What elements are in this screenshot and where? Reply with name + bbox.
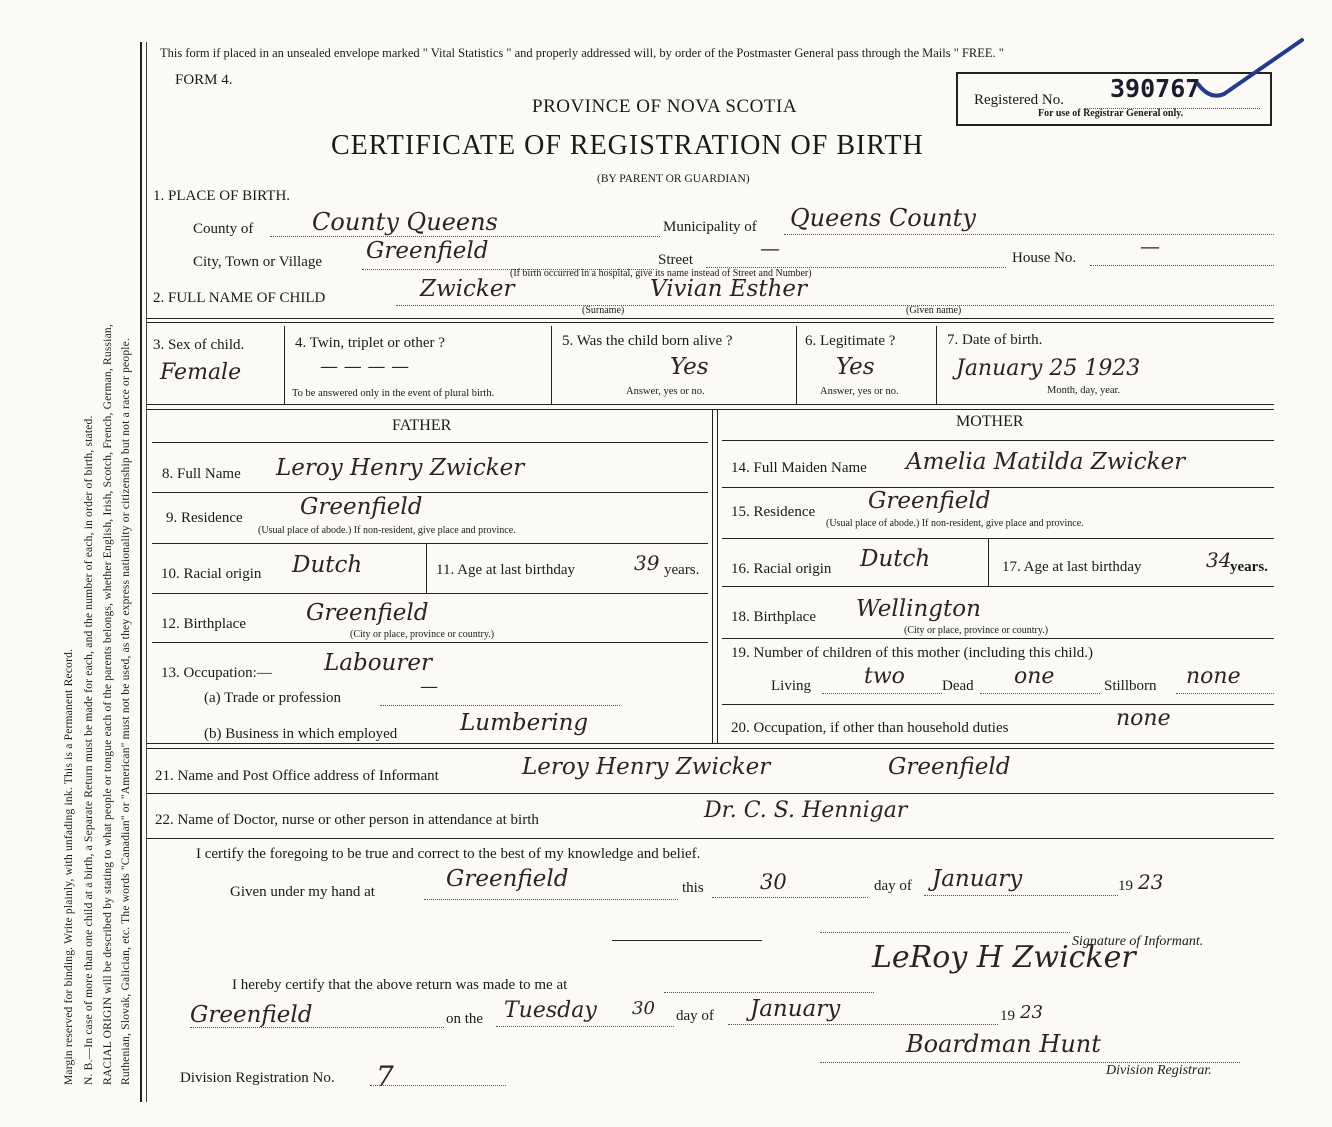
certify-text: I certify the foregoing to be true and correct to the best of my knowledge and belief. xyxy=(196,846,701,862)
sex-label: 3. Sex of child. xyxy=(153,337,245,353)
trade-label: (a) Trade or profession xyxy=(204,690,342,706)
mother-age-value: 34 xyxy=(1206,548,1232,572)
father-age-label: 11. Age at last birthday xyxy=(436,562,575,578)
father-occupation-value: Labourer xyxy=(324,650,432,676)
margin-note-4: Ruthenian, Slovak, Galician, etc. The words "Canadian" or "American" must not be used, as they express nationality or citizenship but not a race or people. xyxy=(120,337,132,1085)
mother-racial-value: Dutch xyxy=(860,546,931,572)
alive-note: Answer, yes or no. xyxy=(626,386,705,397)
division-registration-value: 7 xyxy=(376,1060,394,1093)
registrar-year-prefix: 19 xyxy=(1000,1008,1015,1024)
twin-value: — — — — xyxy=(320,356,410,377)
province-heading: PROVINCE OF NOVA SCOTIA xyxy=(532,96,798,117)
mother-birthplace-label: 18. Birthplace xyxy=(731,609,816,625)
child-name-label: 2. FULL NAME OF CHILD xyxy=(153,290,326,306)
certify-month-value: January xyxy=(932,866,1023,892)
mother-residence-value: Greenfield xyxy=(868,488,991,514)
mother-residence-note: (Usual place of abode.) If non-resident, give place and province. xyxy=(826,518,1084,529)
children-label: 19. Number of children of this mother (including this child.) xyxy=(731,645,1094,661)
rule xyxy=(147,318,1274,319)
certify-year-prefix: 19 xyxy=(1118,878,1133,894)
certify-day-value: 30 xyxy=(760,870,787,894)
city-label: City, Town or Village xyxy=(193,254,323,270)
surname-note: (Surname) xyxy=(582,305,625,316)
business-label: (b) Business in which employed xyxy=(204,726,398,742)
mother-age-years: years. xyxy=(1230,559,1268,575)
division-registrar-label: Division Registrar. xyxy=(1106,1063,1212,1078)
street-label: Street xyxy=(658,252,693,268)
registrar-month-value: January xyxy=(750,996,841,1022)
sex-value: Female xyxy=(160,360,242,385)
margin-note-2: N. B.—In case of more than one child at a birth, a Separate Return must be made for each, and the number of each, in order of birth, stated. xyxy=(83,415,95,1085)
living-value: two xyxy=(864,664,905,689)
father-residence-value: Greenfield xyxy=(300,494,423,520)
registrar-year-value: 23 xyxy=(1020,1002,1043,1023)
father-name-value: Leroy Henry Zwicker xyxy=(276,455,525,481)
binding-margin-line-inner xyxy=(146,42,147,1102)
city-value: Greenfield xyxy=(366,238,489,264)
municipality-value: Queens County xyxy=(790,204,976,232)
given-name-note: (Given name) xyxy=(906,305,962,316)
house-value: — xyxy=(1140,234,1160,258)
registered-label: Registered No. xyxy=(974,92,1064,108)
margin-note-3: RACIAL ORIGIN will be described by stating to what people or tongue each of the parents belongs, whether English, Irish, Scotch, French, German, Russian, xyxy=(102,324,114,1085)
mother-occupation-value: none xyxy=(1116,706,1171,731)
father-birthplace-value: Greenfield xyxy=(306,600,429,626)
registered-number: 390767 xyxy=(1110,74,1201,103)
margin-note-1: Margin reserved for binding. Write plainly, with unfading ink. This is a Permanent Record. xyxy=(63,648,75,1085)
given-place-value: Greenfield xyxy=(446,866,569,892)
dob-value: January 25 1923 xyxy=(956,356,1141,381)
street-value: — xyxy=(760,236,780,260)
father-birthplace-note: (City or place, province or country.) xyxy=(350,629,495,640)
mother-birthplace-value: Wellington xyxy=(856,596,981,622)
mother-heading: MOTHER xyxy=(956,413,1024,430)
informant-signature: LeRoy H Zwicker xyxy=(872,940,1136,975)
twin-label: 4. Twin, triplet or other ? xyxy=(295,335,445,351)
form-number: FORM 4. xyxy=(175,72,233,88)
doctor-name: Dr. C. S. Hennigar xyxy=(704,798,908,823)
postal-note: This form if placed in an unsealed envelope marked " Vital Statistics " and properly addressed will, by order of the Postmaster General pass through the Mails " FREE. " xyxy=(160,46,1004,60)
father-name-label: 8. Full Name xyxy=(162,466,241,482)
given-under-hand-label: Given under my hand at xyxy=(230,884,375,900)
registrar-certify-text: I hereby certify that the above return was made to me at xyxy=(232,977,568,993)
father-racial-value: Dutch xyxy=(292,552,363,578)
registrar-place-value: Greenfield xyxy=(190,1002,313,1028)
doctor-label: 22. Name of Doctor, nurse or other person in attendance at birth xyxy=(155,812,539,828)
mother-residence-label: 15. Residence xyxy=(731,504,816,520)
house-label: House No. xyxy=(1012,250,1077,266)
legitimate-note: Answer, yes or no. xyxy=(820,386,899,397)
father-age-years: years. xyxy=(664,562,700,578)
father-residence-note: (Usual place of abode.) If non-resident, give place and province. xyxy=(258,525,516,536)
informant-label: 21. Name and Post Office address of Informant xyxy=(155,768,439,784)
mother-name-value: Amelia Matilda Zwicker xyxy=(906,449,1186,475)
county-label: County of xyxy=(193,221,254,237)
informant-signature-label: Signature of Informant. xyxy=(1072,934,1204,949)
place-of-birth-label: 1. PLACE OF BIRTH. xyxy=(153,188,291,204)
father-racial-label: 10. Racial origin xyxy=(161,566,262,582)
father-residence-label: 9. Residence xyxy=(166,510,243,526)
check-mark-icon xyxy=(1190,36,1310,106)
alive-label: 5. Was the child born alive ? xyxy=(562,333,733,349)
hospital-note: (If birth occurred in a hospital, give its name instead of Street and Number) xyxy=(510,268,812,279)
certificate-title: CERTIFICATE OF REGISTRATION OF BIRTH xyxy=(331,130,924,161)
alive-value: Yes xyxy=(670,354,709,380)
mother-age-label: 17. Age at last birthday xyxy=(1002,559,1142,575)
living-label: Living xyxy=(771,678,811,694)
dead-label: Dead xyxy=(942,678,974,694)
twin-note: To be answered only in the event of plural birth. xyxy=(292,388,495,399)
division-registration-label: Division Registration No. xyxy=(180,1070,335,1086)
father-age-value: 39 xyxy=(634,551,660,575)
father-occupation-label: 13. Occupation:— xyxy=(161,665,272,681)
mother-birthplace-note: (City or place, province or country.) xyxy=(904,625,1049,636)
registrar-signature: Boardman Hunt xyxy=(906,1030,1101,1058)
certify-day-of-label: day of xyxy=(874,878,912,894)
binding-margin-line xyxy=(140,42,142,1102)
county-value: County Queens xyxy=(312,208,498,236)
informant-address: Greenfield xyxy=(888,754,1011,780)
registrar-general-note: For use of Registrar General only. xyxy=(1038,108,1184,119)
mother-name-label: 14. Full Maiden Name xyxy=(731,460,867,476)
stillborn-label: Stillborn xyxy=(1104,678,1157,694)
mother-occupation-label: 20. Occupation, if other than household duties xyxy=(731,720,1009,736)
registrar-day-value: 30 xyxy=(632,998,655,1019)
stillborn-value: none xyxy=(1186,664,1241,689)
registrar-weekday-value: Tuesday xyxy=(504,998,597,1023)
certify-year-value: 23 xyxy=(1138,870,1164,894)
child-given-name: Vivian Esther xyxy=(650,276,808,302)
father-birthplace-label: 12. Birthplace xyxy=(161,616,246,632)
informant-name: Leroy Henry Zwicker xyxy=(522,754,771,780)
certificate-subtitle: (BY PARENT OR GUARDIAN) xyxy=(597,173,750,185)
dead-value: one xyxy=(1014,664,1055,689)
registrar-day-of-label: day of xyxy=(676,1008,714,1024)
dob-note: Month, day, year. xyxy=(1047,385,1121,396)
municipality-label: Municipality of xyxy=(663,219,757,235)
legitimate-value: Yes xyxy=(836,354,875,380)
father-heading: FATHER xyxy=(392,417,452,434)
certify-this-label: this xyxy=(682,880,704,896)
legitimate-label: 6. Legitimate ? xyxy=(805,333,896,349)
mother-racial-label: 16. Racial origin xyxy=(731,561,832,577)
registrar-on-the-label: on the xyxy=(446,1011,484,1027)
child-surname: Zwicker xyxy=(420,276,515,302)
business-value: Lumbering xyxy=(460,710,589,736)
trade-value: — xyxy=(420,676,438,697)
dob-label: 7. Date of birth. xyxy=(947,332,1043,348)
